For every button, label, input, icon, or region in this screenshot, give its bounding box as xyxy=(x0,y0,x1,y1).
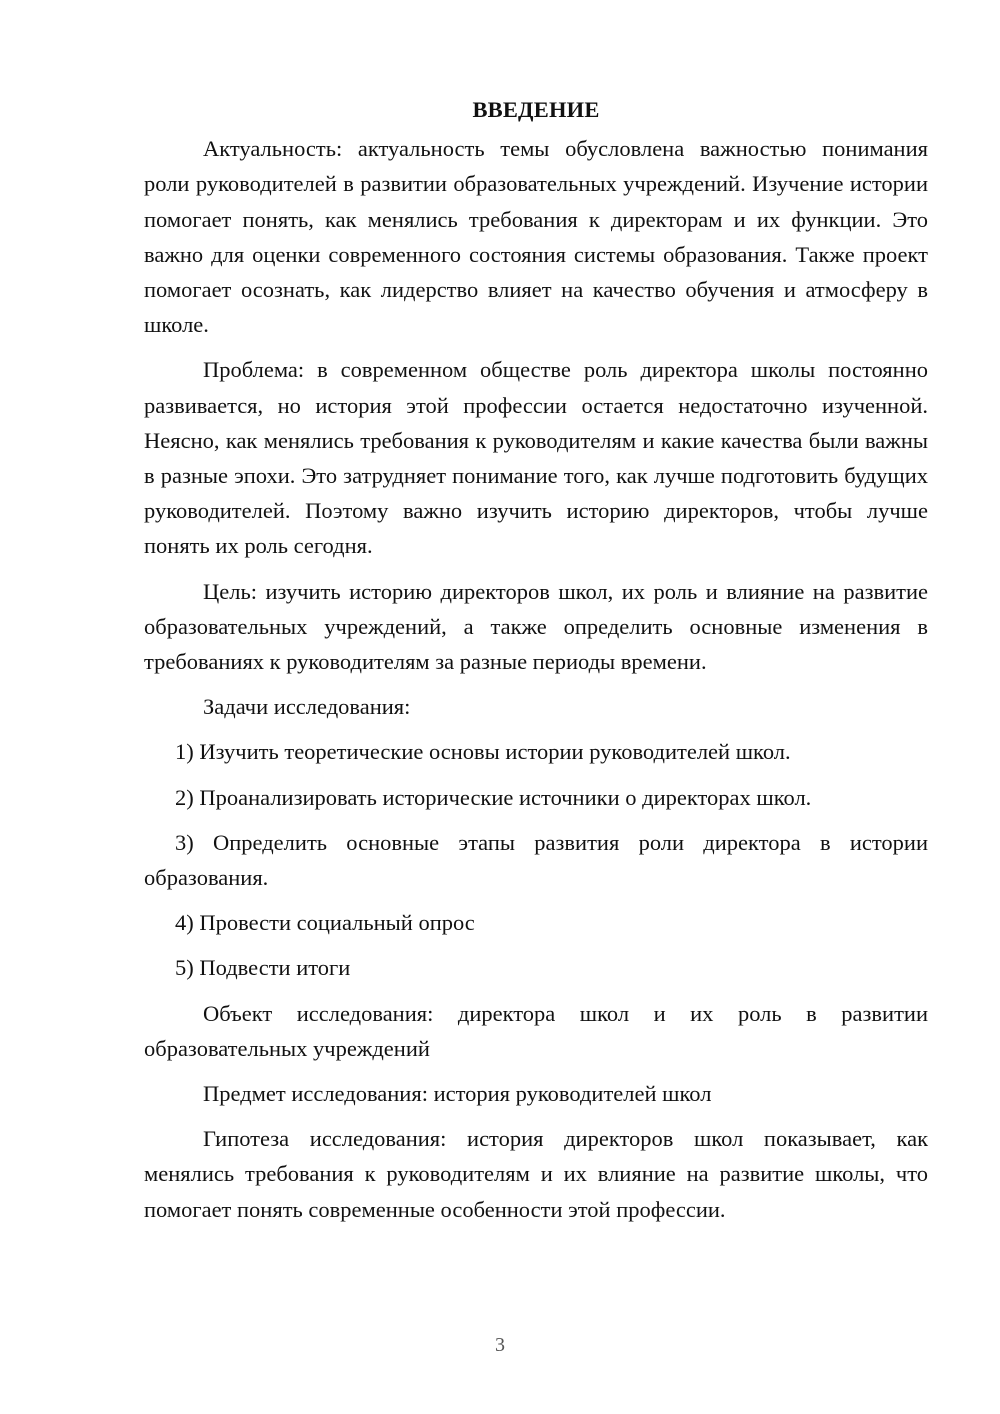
tasks-heading: Задачи исследования: xyxy=(203,694,411,720)
goal-paragraph: Цель: изучить историю директоров школ, их роль и влияние на развитие образовательных учреждений, а также определить основные изменения в требованиях к руководителям за разные периоды времени. xyxy=(144,578,928,675)
task-item-1: 1) Изучить теоретические основы истории руководителей школ. xyxy=(175,739,791,765)
task-item-2: 2) Проанализировать исторические источники о директорах школ. xyxy=(175,784,812,810)
subject-paragraph: Предмет исследования: история руководителей школ xyxy=(203,1081,712,1107)
page-content xyxy=(144,92,928,1227)
task-item-5: 5) Подвести итоги xyxy=(175,955,351,981)
task-item-4: 4) Провести социальный опрос xyxy=(175,910,475,936)
page-title: ВВЕДЕНИЕ xyxy=(472,97,600,122)
problem-paragraph: Проблема: в современном обществе роль директора школы постоянно развивается, но история этой профессии остается недостаточно изученной. Неясно, как менялись требования к руководителям и какие качества были важны в разные эпохи. Это затрудняет понимание того, как лучше подготовить будущих руководителей. Поэтому важно изучить историю директоров, чтобы лучше понять их роль сегодня. xyxy=(144,357,928,559)
task-item-3: 3) Определить основные этапы развития роли директора в истории образования. xyxy=(144,829,928,891)
page-number: 3 xyxy=(495,1334,505,1356)
hypothesis-paragraph: Гипотеза исследования: история директоров школ показывает, как менялись требования к руководителям и их влияние на развитие школы, что помогает понять современные особенности этой профессии. xyxy=(144,1126,928,1222)
relevance-paragraph: Актуальность: актуальность темы обусловлена важностью понимания роли руководителей в развитии образовательных учреждений. Изучение истории помогает понять, как менялись требования к директорам и их функции. Это важно для оценки современного состояния системы образования. Также проект помогает осознать, как лидерство влияет на качество обучения и атмосферу в школе. xyxy=(144,136,928,338)
object-paragraph: Объект исследования: директора школ и их роль в развитии образовательных учреждений xyxy=(144,1000,928,1061)
